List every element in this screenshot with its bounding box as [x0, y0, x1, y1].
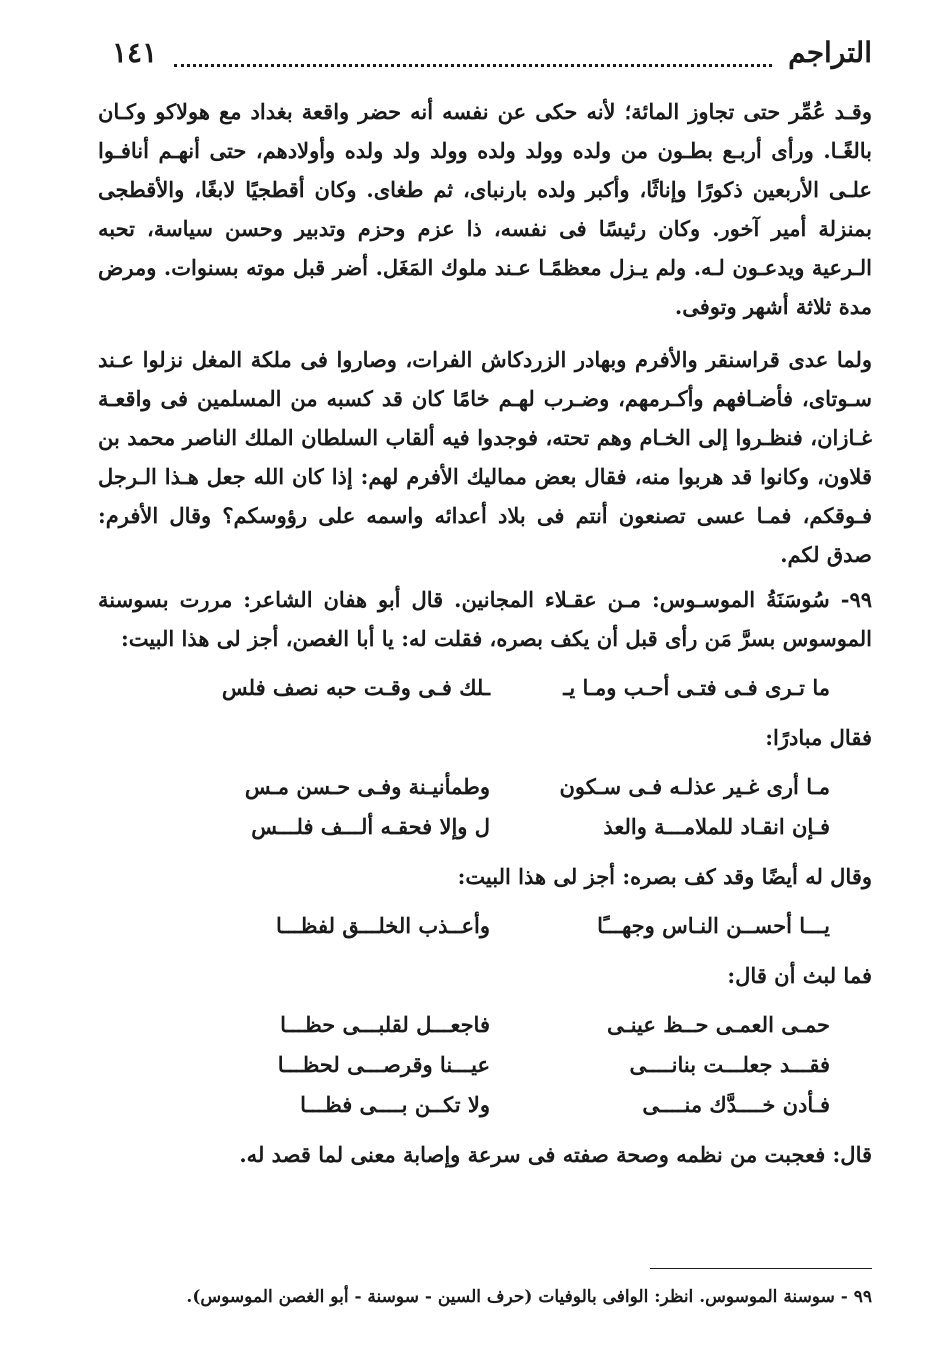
main-text [98, 92, 872, 1174]
page-number: ١٤١ [112, 36, 158, 69]
verse-second-hemistich: وطمأنيـنة وفـى حـسن مـس [244, 774, 490, 799]
verse-line [98, 767, 872, 807]
verse-second-hemistich: عيـــنا وقرصـــى لحظـــا [277, 1052, 490, 1077]
verse-first-hemistich: ما تـرى فـى فتـى أحـب ومـا يـ [563, 675, 830, 700]
verse-block-1 [98, 668, 872, 708]
verse-line [98, 668, 872, 708]
entry-99 [98, 580, 872, 658]
verse-second-hemistich: ولا تكــن بــــى فظـــا [300, 1092, 490, 1117]
entry-heading: ٩٩- سُوسَنَةُ الموسـوس: [651, 587, 872, 612]
footnote-divider [650, 1268, 872, 1269]
paragraph-5: وقال له أيضًا وقد كف بصره: أجز لى هذا البيت: [457, 864, 872, 889]
verse-block-3 [98, 906, 872, 946]
verse-first-hemistich: حمـى العمـى حــظ عينـى [607, 1012, 830, 1037]
verse-first-hemistich: فـأدن خــــدَّك منــــى [642, 1092, 830, 1117]
paragraph-4: فقال مبادرًا: [765, 725, 872, 750]
verse-second-hemistich: فاجعـــل لقلبـــى حظـــا [280, 1012, 490, 1037]
paragraph-1: وقـد عُمِّر حتى تجاوز المائة؛ لأنه حكى عن نفسه أنه حضر واقعة بغداد مع هولاكو وكـان بالغًـا. ورأى أربـع بطـون من ولده وولد ولده وولد ولد ولده وأولادهم، حتى أنهـم أنافـوا علـى الأربعين ذكورًا وإناثًا، وأكبر ولده بارنباى، ثم طغاى. وكان أقطجيًا لابغًا، والأقطجى بمنزلة أمير آخور. وكان رئيسًا فى نفسه، ذا عزم وحزم وتدبير وحسن سياسة، تحبه الـرعية ويدعـون لـه. ولم يـزل معظمًـا عـند ملوك المَغَل. أضر قبل موته بسنوات. ومرض مدة ثلاثة أشهر وتوفى. [98, 99, 872, 319]
verse-first-hemistich: يـــا أحســن النـاس وجهـــًا [597, 913, 830, 938]
running-header [112, 36, 872, 76]
verse-second-hemistich: ـلك فـى وقـت حبه نصف فلس [221, 675, 490, 700]
paragraph-2: ولما عدى قراسنقر والأفرم وبهادر الزردكاش الفرات، وصاروا فى ملكة المغل نزلوا عـند سـوتاى، فأضـافهم وأكـرمهم، وضـرب لهـم خامًا كان قد كسبه من المسلمين فى واقعـة غـازان، فنظـروا إلى الخـام وهم تحته، فوجدوا فيه ألقاب السلطان الملك الناصر محمد بن قلاون، وكانوا قد هربوا منه، فقال بعض مماليك الأفرم لهم: إذا كان الله جعل هـذا الـرجل فـوقكم، فمـا عسى تصنعون أنتم فى بلاد أعدائه واسمه على رؤوسكم؟ وقال الأفرم: صدق لكم. [98, 347, 872, 567]
verse-line [98, 906, 872, 946]
paragraph-6: فما لبث أن قال: [727, 963, 872, 988]
verse-second-hemistich: ل وإلا فحقـه ألـــف فلـــس [251, 814, 490, 839]
entry-99-text: مـن عقـلاء المجانين. قال أبو هفان الشاعر: مررت بسوسنة الموسوس بسرَّ مَن رأى قبل أن يكف بصره، فقلت له: يا أبا الغصن، أجز لى هذا البيت: [98, 587, 872, 651]
header-dotted-leader [174, 64, 772, 67]
footnote: ٩٩ - سوسنة الموسوس. انظر: الوافى بالوفيات (حرف السين - سوسنة - أبو الغصن الموسوس). [186, 1287, 872, 1307]
verse-line [98, 807, 872, 847]
verse-block-4 [98, 1005, 872, 1125]
verse-line [98, 1005, 872, 1045]
paragraph-7: قال: فعجبت من نظمه وصحة صفته فى سرعة وإصابة معنى لما قصد له. [239, 1142, 872, 1167]
verse-block-2 [98, 767, 872, 847]
verse-first-hemistich: مـا أرى غـير عذلـه فـى سـكون [559, 774, 830, 799]
verse-second-hemistich: وأعــذب الخلـــق لفظـــا [275, 913, 490, 938]
verse-line [98, 1045, 872, 1085]
verse-line [98, 1085, 872, 1125]
running-title: التراجم [788, 36, 872, 69]
verse-first-hemistich: فـإن انقـاد للملامـــة والعذ [603, 814, 830, 839]
verse-first-hemistich: فقـــد جعلـــت بنانــــى [629, 1052, 830, 1077]
